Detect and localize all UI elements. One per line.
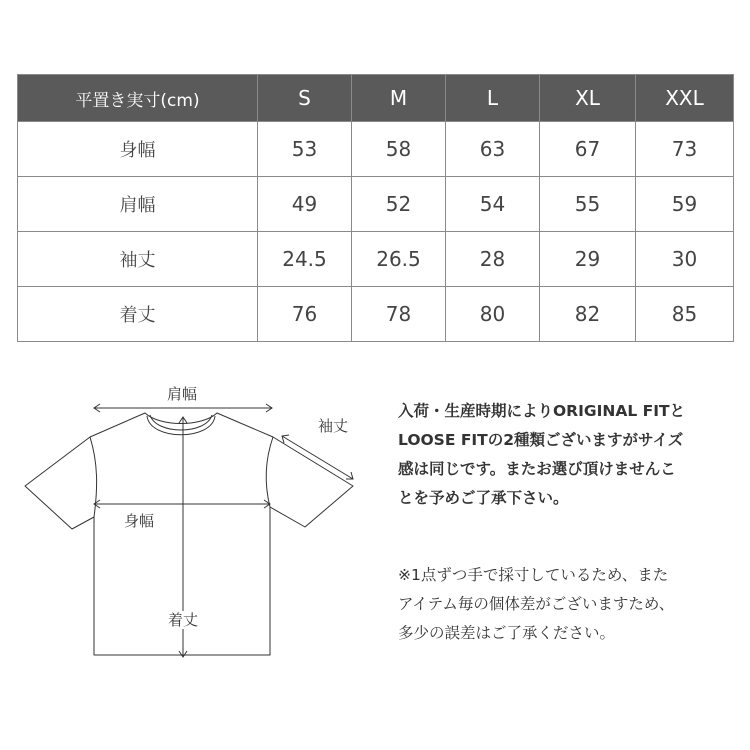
row-label: 袖丈 bbox=[18, 232, 258, 287]
table-cell: 53 bbox=[258, 122, 352, 177]
row-label: 身幅 bbox=[18, 122, 258, 177]
description-line: 入荷・生産時期によりORIGINAL FITと bbox=[398, 402, 686, 420]
table-row bbox=[18, 287, 734, 342]
table-row bbox=[18, 177, 734, 232]
header-size-xl: XL bbox=[540, 75, 636, 122]
table-cell: 82 bbox=[540, 287, 636, 342]
row-label: 肩幅 bbox=[18, 177, 258, 232]
table-cell: 63 bbox=[446, 122, 540, 177]
tshirt-diagram bbox=[20, 375, 365, 665]
note-line: ※1点ずつ手で採寸しているため、また bbox=[398, 566, 669, 584]
table-cell: 52 bbox=[352, 177, 446, 232]
description-line: 感は同じです。またお選び頂けませんこ bbox=[398, 460, 676, 478]
table-cell: 28 bbox=[446, 232, 540, 287]
fit-description bbox=[398, 397, 738, 513]
table-cell: 80 bbox=[446, 287, 540, 342]
measurement-note bbox=[398, 561, 738, 648]
description-line: とを予めご了承下さい。 bbox=[398, 489, 569, 507]
description-line: LOOSE FITの2種類ございますがサイズ bbox=[398, 431, 684, 449]
sleeve-length-label: 袖丈 bbox=[318, 417, 349, 435]
chest-width-label: 身幅 bbox=[124, 512, 155, 530]
header-size-m: M bbox=[352, 75, 446, 122]
table-cell: 29 bbox=[540, 232, 636, 287]
table-cell: 26.5 bbox=[352, 232, 446, 287]
table-cell: 24.5 bbox=[258, 232, 352, 287]
table-cell: 67 bbox=[540, 122, 636, 177]
table-cell: 78 bbox=[352, 287, 446, 342]
header-measure: 平置き実寸(cm) bbox=[18, 75, 258, 122]
table-cell: 54 bbox=[446, 177, 540, 232]
table-cell: 55 bbox=[540, 177, 636, 232]
table-row bbox=[18, 122, 734, 177]
table-cell: 58 bbox=[352, 122, 446, 177]
header-size-l: L bbox=[446, 75, 540, 122]
table-header-row bbox=[18, 75, 734, 122]
table-cell: 85 bbox=[636, 287, 734, 342]
header-size-xxl: XXL bbox=[636, 75, 734, 122]
table-cell: 59 bbox=[636, 177, 734, 232]
body-length-label: 着丈 bbox=[168, 611, 199, 629]
row-label: 着丈 bbox=[18, 287, 258, 342]
table-cell: 30 bbox=[636, 232, 734, 287]
table-row bbox=[18, 232, 734, 287]
table-cell: 73 bbox=[636, 122, 734, 177]
shoulder-width-label: 肩幅 bbox=[167, 385, 198, 403]
table-cell: 76 bbox=[258, 287, 352, 342]
note-line: 多少の誤差はご了承ください。 bbox=[398, 624, 616, 642]
note-line: アイテム毎の個体差がございますため、 bbox=[398, 595, 675, 613]
header-size-s: S bbox=[258, 75, 352, 122]
table-cell: 49 bbox=[258, 177, 352, 232]
size-table bbox=[17, 74, 734, 342]
